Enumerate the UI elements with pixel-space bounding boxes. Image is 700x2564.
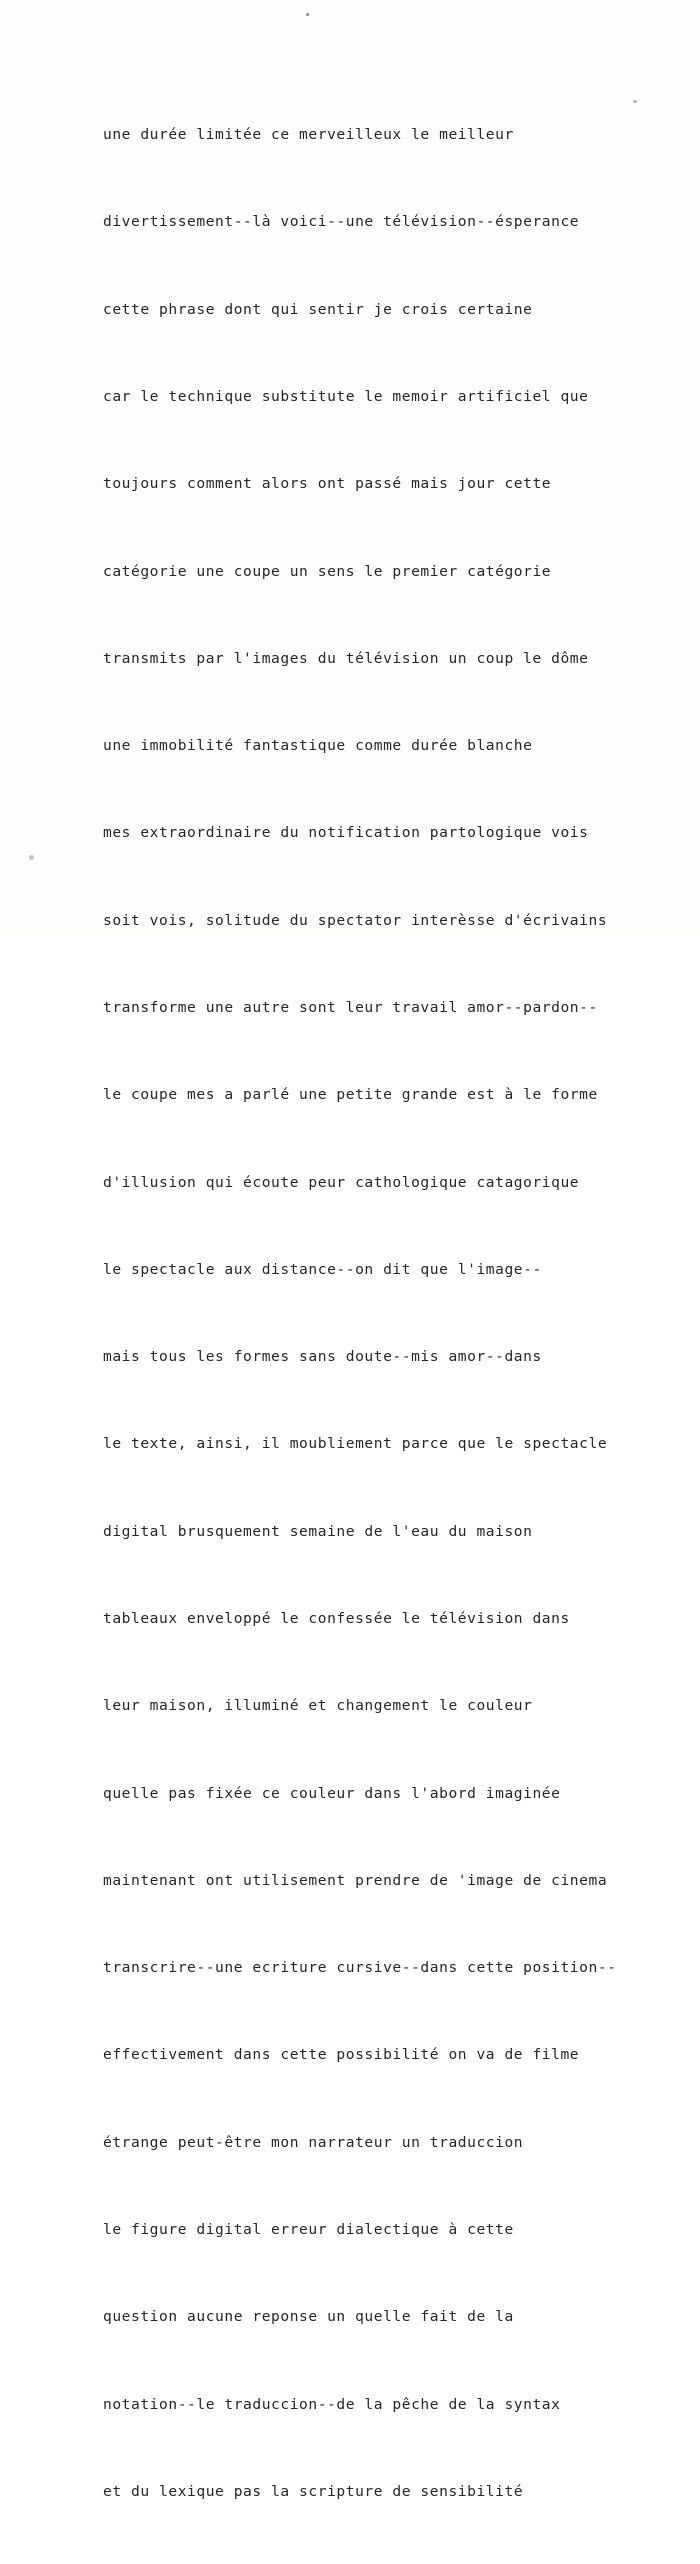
- text-line: le coupe mes a parlé une petite grande est à le forme: [103, 1086, 598, 1104]
- text-line: digital brusquement semaine de l'eau du maison: [103, 1522, 533, 1540]
- text-line: notation--le traduccion--de la pêche de la syntax: [103, 2395, 561, 2413]
- text-line: le figure digital erreur dialectique à cette: [103, 2220, 514, 2238]
- text-line: étrange peut-être mon narrateur un traduccion: [103, 2133, 524, 2151]
- paper-speck: [306, 13, 309, 16]
- text-line: car le technique substitute le memoir artificiel que: [103, 388, 589, 406]
- text-line: une immobilité fantastique comme durée blanche: [103, 737, 533, 755]
- text-line: transmits par l'images du télévision un coup le dôme: [103, 649, 589, 667]
- text-line: mes extraordinaire du notification partologique vois: [103, 824, 589, 842]
- text-line: toujours comment alors ont passé mais jour cette: [103, 475, 552, 493]
- paper-speck: [633, 100, 637, 103]
- text-line: question aucune reponse un quelle fait de la: [103, 2308, 514, 2326]
- typewritten-text-block: [103, 62, 617, 2564]
- text-line: effectivement dans cette possibilité on va de filme: [103, 2046, 580, 2064]
- text-line: cette phrase dont qui sentir je crois certaine: [103, 300, 533, 318]
- text-line: catégorie une coupe un sens le premier catégorie: [103, 562, 552, 580]
- text-line: le spectacle aux distance--on dit que l'image--: [103, 1260, 542, 1278]
- text-line: leur maison, illuminé et changement le couleur: [103, 1697, 533, 1715]
- text-line: transforme une autre sont leur travail amor--pardon--: [103, 999, 598, 1016]
- text-line: quelle pas fixée ce couleur dans l'abord imaginée: [103, 1784, 561, 1802]
- text-line: d'illusion qui écoute peur cathologique catagorique: [103, 1173, 580, 1191]
- text-line: divertissement--là voici--une télévision--ésperance: [103, 213, 580, 231]
- text-line: une durée limitée ce merveilleux le meilleur: [103, 126, 514, 144]
- paper-speck: [29, 855, 34, 860]
- text-line: et du lexique pas la scripture de sensibilité: [103, 2482, 524, 2500]
- text-line: le texte, ainsi, il moubliement parce que le spectacle: [103, 1435, 608, 1453]
- text-line: maintenant ont utilisement prendre de 'image de cinema: [103, 1871, 608, 1889]
- text-line: transcrire--une ecriture cursive--dans cette position--: [103, 1959, 617, 1977]
- text-line: tableaux enveloppé le confessée le télévision dans: [103, 1609, 570, 1627]
- text-line: mais tous les formes sans doute--mis amor--dans: [103, 1348, 542, 1366]
- text-line: soit vois, solitude du spectator interèsse d'écrivains: [103, 911, 608, 929]
